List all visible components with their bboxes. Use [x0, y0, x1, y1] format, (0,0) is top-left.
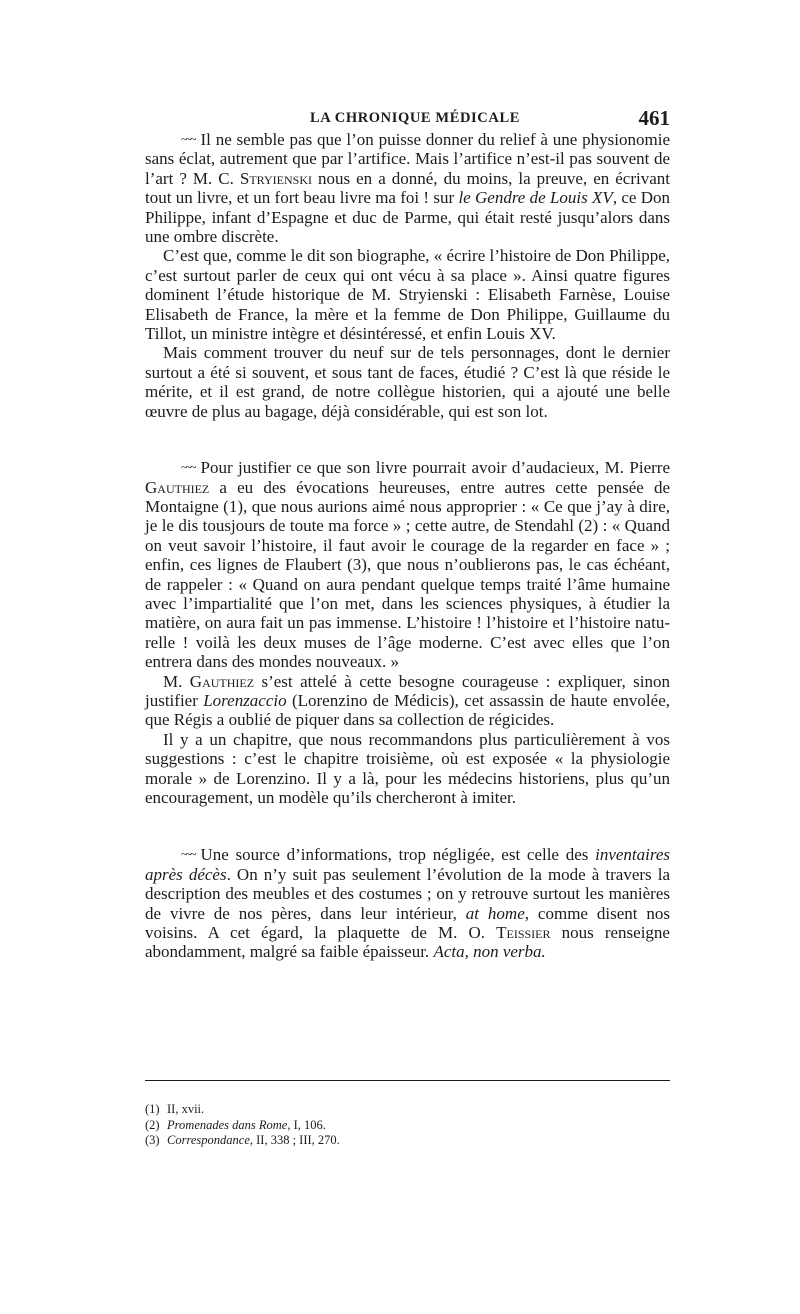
paragraph-merite: Mais comment trouver du neuf sur de tels personnages, dont le dernier surtout a été si souvent, et sous tant de faces, étudié ? C’est là que réside le mérite, et il est grand, de notre collègue historien, qui a ajouté une belle œuvre de plus au bagage, déjà considérable, qui est son lot.: [145, 343, 670, 421]
book-title: Lorenzaccio: [203, 690, 287, 710]
section-separator: [145, 421, 670, 458]
footnote-3: (3) Correspondance, II, 338 ; III, 270.: [145, 1133, 340, 1147]
section-ornament-icon: ~~~: [181, 460, 195, 475]
closing-motto: Acta, non verba.: [433, 942, 546, 962]
footnote-divider: [145, 1080, 670, 1081]
section-ornament-icon: ~~~: [181, 847, 195, 862]
page-number: 461: [638, 106, 670, 130]
footnote-1: (1) II, xvii.: [145, 1102, 205, 1116]
section-separator: [145, 807, 670, 845]
footnotes: [145, 1102, 670, 1149]
paragraph-inventaires: ~~~ Une source d’informations, trop négligée, est celle des inventaires après décès. On n’y suit pas seulement l’évolution de la mode à travers la description des meubles et des costumes ; on y retrouve surtout les manières de vivre de nos pères, dans leur intérieur, at home, comme disent nos voisins. A cet égard, la plaquette de M. O. Teissier nous renseigne abondamment, malgré sa faible épaisseur. Acta, non verba.: [145, 845, 671, 962]
author-name: Teissier: [496, 923, 551, 943]
document-page: [145, 0, 670, 1314]
section-ornament-icon: ~~~: [181, 132, 195, 146]
article-body: [145, 130, 670, 962]
running-title: LA CHRONIQUE MÉDICALE: [310, 110, 520, 126]
book-title: le Gendre de Louis XV: [458, 188, 613, 208]
author-name: Gauthiez: [189, 671, 255, 691]
author-name: Gauthiez: [145, 477, 210, 497]
paragraph-gauthiez-intro: ~~~ Pour justifier ce que son livre pourrait avoir d’audacieux, M. Pierre Gauthiez a eu des évocations heureuses, entre autres cette pensée de Montaigne (1), que nous aurions aimé nous approprier : « Ce que j’ay à dire, je le dis tousjours de toute ma force » ; cette autre, de Stendahl (2) : « Quand on veut savoir l’histoire, il faut avoir le courage de la regarder en face » ; enfin, ces lignes de Flaubert (3), que nous n’oublierons pas, le cas échéant, de rappeler : « Quand on aura pendant quelque temps traité l’âme humaine avec l’impartialité que l’on met, dans les sciences physiques, à étudier la matière, on aura fait un pas immense. L’histoire ! l’histoire et l’histoire naturelle ! voilà les deux muses de l’âge moderne. C’est avec elles que l’on entrera dans des mondes nouveaux. »: [145, 458, 670, 672]
author-name: Stryienski: [239, 168, 312, 188]
page-header: [145, 106, 670, 130]
paragraph-don-philippe: C’est que, comme le dit son biographe, « écrire l’histoire de Don Philippe, c’est surtout parler de ceux qui ont vécu à sa place ». Ainsi quatre figures dominent l’étude historique de M. Stryienski : Elisabeth Farnèse, Louise Elisabeth de France, la mère et la femme de Don Philippe, Guillaume du Tillot, un ministre intègre et désintéressé, et enfin Louis XV.: [145, 246, 670, 344]
footnote-2: (2) Promenades dans Rome, I, 106.: [145, 1117, 326, 1132]
paragraph-stryienski-intro: ~~~ Il ne semble pas que l’on puisse donner du relief à une physionomie sans éclat, autrement que par l’artifice. Mais l’artifice n’est-il pas souvent de l’art ? M. C. Stryienski nous en a donné, du moins, la preuve, en écrivant tout un livre, et un fort beau livre ma foi ! sur le Gendre de Louis XV, ce Don Philippe, infant d’Espagne et duc de Parme, qui était resté jusqu’alors dans une ombre discrète.: [145, 130, 671, 247]
paragraph-lorenzaccio: M. Gauthiez s’est attelé à cette besogne courageuse : expliquer, sinon justifier Lorenzaccio (Lorenzino de Médicis), cet assassin de haute envolée, que Régis a oublié de piquer dans sa collection de régicides.: [145, 671, 670, 730]
paragraph-chapitre: Il y a un chapitre, que nous recommandons plus particulièrement à vos suggestions : c’est le chapitre troisième, où est exposée « la physiologie morale » de Lorenzino. Il y a là, pour les médecins historiens, plus qu’un encouragement, un modèle qu’ils chercheront à imiter.: [145, 729, 670, 807]
